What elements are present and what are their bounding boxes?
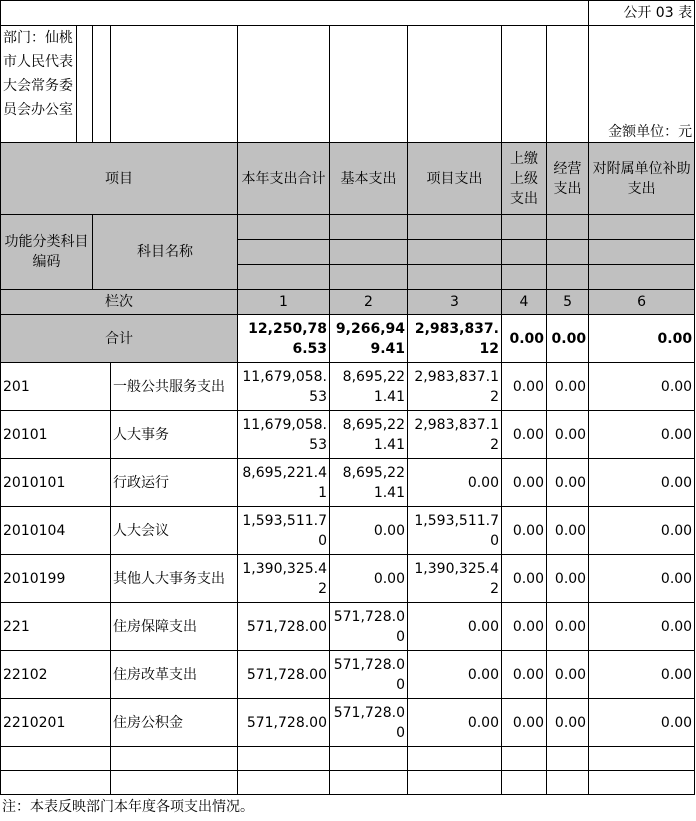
table-row [1,603,695,651]
row-project: 2,983,837.12 [408,411,502,459]
row-code: 22102 [1,651,111,699]
row-total: 11,679,058.53 [238,411,330,459]
summary-project: 2,983,837.12 [408,315,502,363]
colnum-4: 4 [502,290,547,315]
colnum-6: 6 [589,290,695,315]
table-row [1,699,695,747]
header-business: 经营支出 [547,143,589,215]
row-name: 一般公共服务支出 [111,363,238,411]
row-business: 0.00 [547,555,589,603]
row-business: 0.00 [547,411,589,459]
row-total: 1,593,511.70 [238,507,330,555]
row-name: 住房公积金 [111,699,238,747]
row-basic: 0.00 [330,555,408,603]
row-name: 其他人大事务支出 [111,555,238,603]
header-upper: 上缴上级支出 [502,143,547,215]
summary-business: 0.00 [547,315,589,363]
row-code: 221 [1,603,111,651]
row-basic: 0.00 [330,507,408,555]
table-row [1,411,695,459]
row-basic: 571,728.00 [330,699,408,747]
row-project: 1,390,325.42 [408,555,502,603]
row-subsidiary: 0.00 [589,411,695,459]
row-business: 0.00 [547,363,589,411]
row-business: 0.00 [547,651,589,699]
row-code: 2010199 [1,555,111,603]
department-label: 部门：仙桃市人民代表大会常务委员会办公室 [1,26,77,143]
row-name: 住房保障支出 [111,603,238,651]
row-business: 0.00 [547,459,589,507]
header-item: 项目 [1,143,238,215]
table-row [1,507,695,555]
row-subsidiary: 0.00 [589,459,695,507]
row-project: 0.00 [408,603,502,651]
blank-row [1,771,695,795]
summary-basic: 9,266,949.41 [330,315,408,363]
row-upper: 0.00 [502,363,547,411]
summary-upper: 0.00 [502,315,547,363]
header-subsidiary: 对附属单位补助支出 [589,143,695,215]
header-basic: 基本支出 [330,143,408,215]
row-subsidiary: 0.00 [589,699,695,747]
row-basic: 8,695,221.41 [330,411,408,459]
row-name: 住房改革支出 [111,651,238,699]
blank-row [1,747,695,771]
colnum-5: 5 [547,290,589,315]
row-total: 8,695,221.41 [238,459,330,507]
table-row [1,459,695,507]
row-total: 571,728.00 [238,603,330,651]
row-total: 11,679,058.53 [238,363,330,411]
header-name: 科目名称 [93,215,238,290]
row-project: 2,983,837.12 [408,363,502,411]
row-upper: 0.00 [502,699,547,747]
unit-label: 金额单位：元 [589,26,695,143]
row-total: 571,728.00 [238,651,330,699]
table-row [1,555,695,603]
row-upper: 0.00 [502,507,547,555]
row-code: 20101 [1,411,111,459]
row-upper: 0.00 [502,459,547,507]
row-upper: 0.00 [502,651,547,699]
row-subsidiary: 0.00 [589,507,695,555]
header-project: 项目支出 [408,143,502,215]
table-row [1,651,695,699]
header-code: 功能分类科目编码 [1,215,93,290]
row-business: 0.00 [547,507,589,555]
colnum-label: 栏次 [1,290,238,315]
row-project: 1,593,511.70 [408,507,502,555]
row-name: 行政运行 [111,459,238,507]
row-subsidiary: 0.00 [589,651,695,699]
row-code: 2010101 [1,459,111,507]
summary-total: 12,250,786.53 [238,315,330,363]
row-project: 0.00 [408,459,502,507]
row-total: 1,390,325.42 [238,555,330,603]
row-subsidiary: 0.00 [589,363,695,411]
row-name: 人大会议 [111,507,238,555]
row-upper: 0.00 [502,555,547,603]
table-row [1,363,695,411]
row-name: 人大事务 [111,411,238,459]
row-project: 0.00 [408,699,502,747]
form-number: 公开 03 表 [589,1,695,26]
row-subsidiary: 0.00 [589,603,695,651]
colnum-3: 3 [408,290,502,315]
table-note: 注：本表反映部门本年度各项支出情况。 [2,799,254,815]
row-upper: 0.00 [502,603,547,651]
summary-label: 合计 [1,315,238,363]
row-business: 0.00 [547,603,589,651]
row-project: 0.00 [408,651,502,699]
summary-subsidiary: 0.00 [589,315,695,363]
row-code: 2010104 [1,507,111,555]
row-subsidiary: 0.00 [589,555,695,603]
colnum-2: 2 [330,290,408,315]
summary-row [1,315,695,363]
row-basic: 8,695,221.41 [330,363,408,411]
row-basic: 8,695,221.41 [330,459,408,507]
row-basic: 571,728.00 [330,651,408,699]
header-total: 本年支出合计 [238,143,330,215]
row-upper: 0.00 [502,411,547,459]
row-total: 571,728.00 [238,699,330,747]
row-business: 0.00 [547,699,589,747]
colnum-1: 1 [238,290,330,315]
row-code: 2210201 [1,699,111,747]
row-basic: 571,728.00 [330,603,408,651]
row-code: 201 [1,363,111,411]
